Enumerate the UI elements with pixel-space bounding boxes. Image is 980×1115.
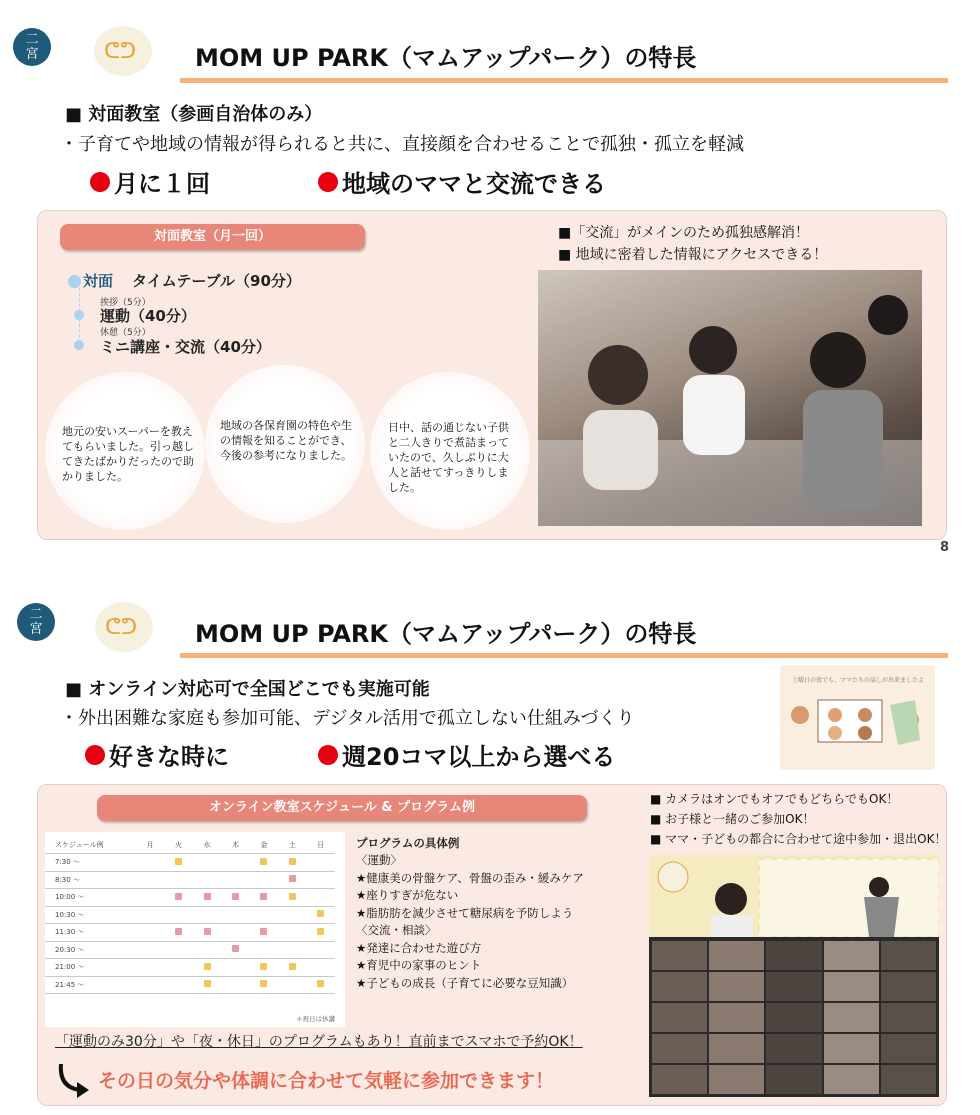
participant-tile [709, 1003, 764, 1032]
schedule-cell [193, 854, 221, 872]
participant-grid [652, 941, 936, 1094]
timetable-label: 対面 [83, 272, 114, 290]
session-marker [317, 910, 324, 917]
schedule-cell [164, 976, 192, 994]
schedule-cell [307, 906, 336, 924]
program-list [356, 852, 584, 992]
svg-text:ᕦᕤ: ᕦᕤ [104, 39, 137, 64]
schedule-header-cell: 火 [164, 836, 192, 854]
participant-tile [766, 941, 821, 970]
program-item: ★健康美の骨盤ケア、骨盤の歪み・緩みケア [356, 870, 584, 885]
schedule-cell [250, 871, 278, 889]
red-dot-icon [85, 745, 105, 765]
schedule-cell [250, 854, 278, 872]
session-marker [232, 893, 239, 900]
schedule-cell [221, 959, 249, 977]
session-marker [175, 928, 182, 935]
schedule-header-row [45, 836, 335, 854]
arrow-icon [55, 1060, 95, 1100]
panel-note: ■ カメラはオンでもオフでもどちらでもOK！ [650, 792, 899, 806]
red-dot-icon [90, 172, 110, 192]
session-marker [260, 980, 267, 987]
point-monthly: 月に１回 [90, 164, 210, 199]
participant-tile [881, 1003, 936, 1032]
participant-tile [652, 1034, 707, 1063]
schedule-row [45, 854, 335, 872]
program-item: ★座りすぎが危ない [356, 888, 459, 902]
point-local-moms: 地域のママと交流できる [318, 164, 606, 199]
schedule-cell [307, 924, 336, 942]
participant-tile [881, 941, 936, 970]
schedule-time: 7:30 〜 [45, 854, 136, 872]
schedule-cell [278, 924, 306, 942]
session-marker [232, 945, 239, 952]
panel-note: ■ 地域に密着した情報にアクセスできる！ [558, 247, 828, 263]
participant-tile [652, 1065, 707, 1094]
schedule-cell [164, 959, 192, 977]
program-item: ★脂肪肪を減少させて糖尿病を予防しよう [356, 905, 574, 920]
session-marker [260, 858, 267, 865]
schedule-cell [250, 976, 278, 994]
schedule-cell [164, 871, 192, 889]
schedule-cell [221, 871, 249, 889]
session-marker [317, 928, 324, 935]
program-item: ★発達に合わせた遊び方 [356, 940, 482, 955]
program-item: 〈運動〉 [356, 853, 402, 867]
section-subtitle: ・外出困難な家庭も参加可能、デジタル活用で孤立しない仕組みづくり [60, 708, 635, 729]
schedule-cell [164, 906, 192, 924]
timetable-small: 挨拶（5分） [100, 298, 151, 308]
schedule-cell [136, 854, 164, 872]
schedule-cell [307, 976, 336, 994]
svg-text:ᕦᕤ: ᕦᕤ [105, 615, 138, 640]
schedule-cell [164, 854, 192, 872]
page-number: 8 [940, 540, 950, 555]
participant-tile [766, 1065, 821, 1094]
schedule-cell [164, 889, 192, 907]
session-marker [289, 875, 296, 882]
illustration-caption: 土曜日の夜でも、ママたちの話しが出来ましたよ [792, 677, 925, 684]
mom-up-park-logo [94, 26, 152, 76]
schedule-cell [250, 924, 278, 942]
schedule-cell [307, 941, 336, 959]
online-session-screenshot [649, 855, 939, 1097]
participant-tile [766, 972, 821, 1001]
schedule-time: 8:30 〜 [45, 871, 136, 889]
schedule-cell [278, 959, 306, 977]
bottom-emphasis: その日の気分や体調に合わせて気軽に参加できます！ [98, 1070, 555, 1092]
schedule-cell [278, 871, 306, 889]
schedule-row [45, 906, 335, 924]
schedule-header-cell: 日 [307, 836, 336, 854]
participant-tile [824, 941, 879, 970]
schedule-cell [278, 941, 306, 959]
slide-title: MOM UP PARK（マムアップパーク）の特長 [195, 44, 697, 72]
participant-tile [881, 1065, 936, 1094]
schedule-footnote: ＊祝日は休講 [296, 1015, 335, 1023]
participant-tile [652, 941, 707, 970]
schedule-row [45, 889, 335, 907]
program-title: プログラムの具体例 [356, 836, 460, 850]
schedule-cell [221, 906, 249, 924]
schedule-cell [221, 976, 249, 994]
participant-tile [824, 972, 879, 1001]
program-item: ★育児中の家事のヒント [356, 958, 482, 972]
testimonial-text: 地域の各保育園の特色や生の情報を知ることができ、今後の参考になりました。 [220, 419, 352, 462]
schedule-cell [136, 959, 164, 977]
group-session-photo [538, 270, 922, 526]
schedule-row [45, 941, 335, 959]
schedule-time: 21:00 〜 [45, 959, 136, 977]
session-marker [204, 963, 211, 970]
section-subtitle: ・子育てや地域の情報が得られると共に、直接顔を合わせることで孤独・孤立を軽減 [60, 134, 744, 155]
schedule-time: 11:30 〜 [45, 924, 136, 942]
schedule-cell [193, 889, 221, 907]
panel-note: ■ お子様と一緒のご参加OK！ [650, 812, 815, 826]
timeline-dot [68, 275, 81, 288]
schedule-cell [136, 889, 164, 907]
session-marker [260, 928, 267, 935]
schedule-cell [193, 871, 221, 889]
schedule-cell [193, 906, 221, 924]
timeline-dot [74, 340, 84, 350]
schedule-time: 10:30 〜 [45, 906, 136, 924]
session-marker [175, 858, 182, 865]
red-dot-icon [318, 172, 338, 192]
schedule-cell [136, 976, 164, 994]
schedule-row [45, 924, 335, 942]
participant-tile [709, 941, 764, 970]
panel-note: ■「交流」がメインのため孤独感解消！ [558, 225, 809, 241]
schedule-cell [250, 959, 278, 977]
schedule-cell [250, 906, 278, 924]
schedule-header-cell: スケジュール例 [45, 836, 136, 854]
section-heading: ■ オンライン対応可で全国どこでも実施可能 [65, 679, 430, 700]
section-badge: 二 宮 [13, 28, 51, 66]
schedule-cell [278, 889, 306, 907]
participant-tile [881, 1034, 936, 1063]
schedule-time: 20:30 〜 [45, 941, 136, 959]
panel-note: ■ ママ・子どもの都合に合わせて途中参加・退出OK！ [650, 832, 947, 846]
session-marker [289, 858, 296, 865]
timetable-title: タイムテーブル（90分） [132, 272, 301, 290]
schedule-header-cell: 土 [278, 836, 306, 854]
schedule-cell [221, 889, 249, 907]
session-marker [204, 980, 211, 987]
online-pill: オンライン教室スケジュール & プログラム例 [97, 795, 587, 821]
session-marker [289, 893, 296, 900]
program-item: ★子どもの成長（子育てに必要な豆知識） [356, 975, 574, 990]
schedule-header-cell: 月 [136, 836, 164, 854]
session-marker [175, 893, 182, 900]
red-dot-icon [318, 745, 338, 765]
schedule-header-cell: 水 [193, 836, 221, 854]
schedule-cell [221, 924, 249, 942]
timetable-item: ミニ講座・交流（40分） [100, 338, 271, 356]
title-underline [180, 653, 948, 658]
participant-tile [824, 1034, 879, 1063]
participant-tile [824, 1065, 879, 1094]
participant-tile [824, 1003, 879, 1032]
schedule-cell [193, 959, 221, 977]
participant-tile [766, 1003, 821, 1032]
schedule-cell [278, 854, 306, 872]
schedule-cell [136, 906, 164, 924]
timetable-item: 運動（40分） [100, 307, 196, 325]
testimonial-text: 日中、話の通じない子供と二人きりで煮詰まっていたので、久しぶりに大人と話せてすっきりしました。 [388, 421, 509, 494]
section-badge: 二 宮 [17, 603, 55, 641]
section-heading: ■ 対面教室（参画自治体のみ） [65, 104, 323, 125]
schedule-cell [193, 941, 221, 959]
instructor-video [649, 855, 939, 937]
schedule-cell [136, 941, 164, 959]
title-underline [180, 78, 948, 83]
participant-tile [709, 1065, 764, 1094]
participant-tile [652, 972, 707, 1001]
schedule-cell [307, 889, 336, 907]
schedule-cell [136, 924, 164, 942]
mom-up-park-logo [95, 602, 153, 652]
schedule-header-cell: 木 [221, 836, 249, 854]
slide-title: MOM UP PARK（マムアップパーク）の特長 [195, 620, 697, 648]
participant-tile [881, 972, 936, 1001]
program-item: 〈交流・相談〉 [356, 923, 437, 937]
timetable-small: 休憩（5分） [100, 328, 151, 338]
schedule-cell [278, 906, 306, 924]
schedule-time: 21:45 〜 [45, 976, 136, 994]
schedule-cell [221, 854, 249, 872]
schedule-cell [250, 941, 278, 959]
session-marker [317, 980, 324, 987]
schedule-row [45, 871, 335, 889]
online-illustration [780, 665, 935, 770]
schedule-cell [307, 959, 336, 977]
schedule-cell [164, 924, 192, 942]
schedule-cell [221, 941, 249, 959]
schedule-cell [250, 889, 278, 907]
timeline-dot [74, 310, 84, 320]
schedule-cell [164, 941, 192, 959]
schedule-time: 10:00 〜 [45, 889, 136, 907]
schedule-row [45, 976, 335, 994]
participant-tile [709, 972, 764, 1001]
testimonial-text: 地元の安いスーパーを教えてもらいました。引っ越してきたばかりだったので助かりました。 [62, 425, 194, 483]
schedule-cell [278, 976, 306, 994]
session-marker [204, 928, 211, 935]
schedule-cell [307, 871, 336, 889]
schedule-row [45, 959, 335, 977]
participant-tile [766, 1034, 821, 1063]
schedule-cell [136, 871, 164, 889]
schedule-table [45, 832, 345, 1027]
schedule-cell [307, 854, 336, 872]
point-20-sessions: 週20コマ以上から選べる [318, 737, 615, 772]
session-marker [289, 963, 296, 970]
schedule-header-cell: 金 [250, 836, 278, 854]
point-anytime: 好きな時に [85, 737, 229, 772]
session-marker [260, 963, 267, 970]
session-marker [260, 893, 267, 900]
participant-tile [709, 1034, 764, 1063]
schedule-cell [193, 924, 221, 942]
participant-tile [652, 1003, 707, 1032]
schedule-cell [193, 976, 221, 994]
session-marker [204, 893, 211, 900]
in-person-pill: 対面教室（月一回） [60, 224, 365, 250]
bottom-note: 「運動のみ30分」や「夜・休日」のプログラムもあり！直前までスマホで予約OK！ [55, 1034, 583, 1050]
